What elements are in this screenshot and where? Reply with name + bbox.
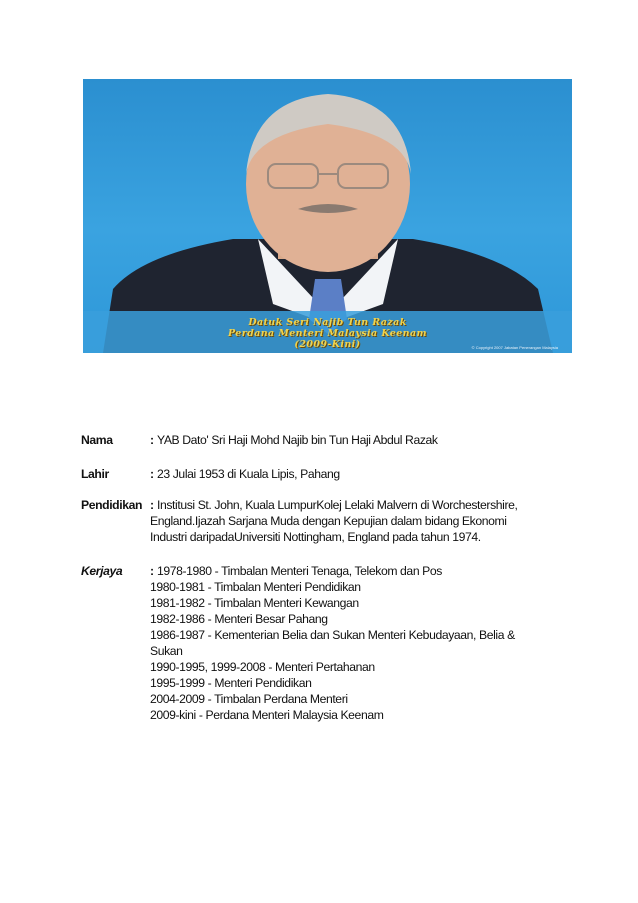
pendidikan-line: Institusi St. John, Kuala LumpurKolej Lelaki Malvern di Worchestershire, [157, 498, 518, 512]
portrait-copyright: © Copyright 2007 Jabatan Penerangan Malaysia [471, 345, 558, 350]
pendidikan-line: England.Ijazah Sarjana Muda dengan Kepujian dalam bidang Ekonomi [150, 514, 507, 528]
kerjaya-line: 2009-kini - Perdana Menteri Malaysia Keenam [150, 708, 384, 722]
caption-line-years: (2009-Kini) [294, 339, 361, 350]
kerjaya-line: 2004-2009 - Timbalan Perdana Menteri [150, 692, 348, 706]
caption-line-title: Perdana Menteri Malaysia Keenam [228, 328, 427, 339]
portrait-photo [83, 79, 572, 353]
nama-colon: : [150, 433, 154, 447]
lahir-colon: : [150, 467, 154, 481]
kerjaya-line: Sukan [150, 644, 183, 658]
kerjaya-label: Kerjaya [81, 564, 123, 578]
pendidikan-line: Industri daripadaUniversiti Nottingham, England pada tahun 1974. [150, 530, 481, 544]
kerjaya-colon: : [150, 564, 154, 578]
kerjaya-line: 1990-1995, 1999-2008 - Menteri Pertahanan [150, 660, 375, 674]
pendidikan-label: Pendidikan [81, 498, 143, 512]
kerjaya-value [150, 563, 568, 723]
kerjaya-line: 1995-1999 - Menteri Pendidikan [150, 676, 312, 690]
caption-line-name: Datuk Seri Najib Tun Razak [248, 317, 407, 328]
pendidikan-colon: : [150, 498, 154, 512]
kerjaya-line: 1981-1982 - Timbalan Menteri Kewangan [150, 596, 359, 610]
kerjaya-line: 1982-1986 - Menteri Besar Pahang [150, 612, 328, 626]
lahir-label: Lahir [81, 467, 109, 481]
pendidikan-value [150, 497, 568, 545]
kerjaya-line: 1980-1981 - Timbalan Menteri Pendidikan [150, 580, 361, 594]
lahir-value: 23 Julai 1953 di Kuala Lipis, Pahang [157, 467, 340, 481]
portrait-illustration [83, 79, 572, 353]
kerjaya-line: 1986-1987 - Kementerian Belia dan Sukan Menteri Kebudayaan, Belia & [150, 628, 515, 642]
nama-label: Nama [81, 433, 113, 447]
nama-value: YAB Dato' Sri Haji Mohd Najib bin Tun Haji Abdul Razak [157, 433, 438, 447]
kerjaya-line: 1978-1980 - Timbalan Menteri Tenaga, Telekom dan Pos [157, 564, 442, 578]
